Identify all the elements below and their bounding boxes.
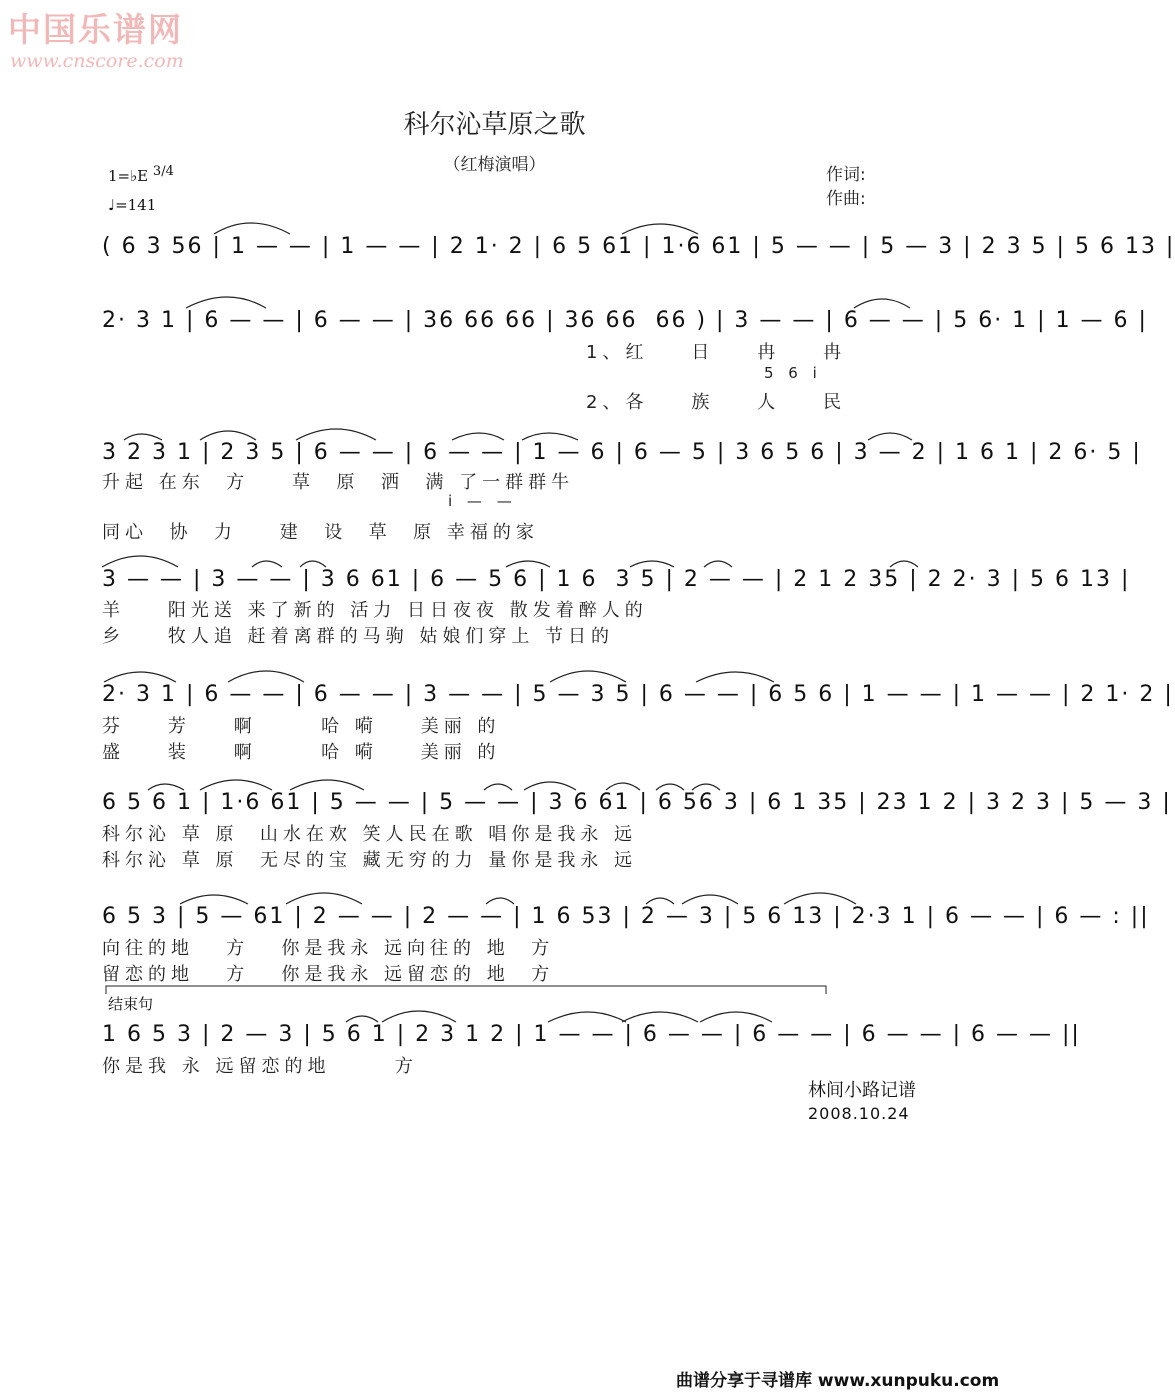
watermark-brand: 中国乐谱网 <box>8 10 183 49</box>
lyrics-verse1-line-8: 你是我 永 远留恋的地 方 <box>102 1056 418 1077</box>
watermark-url: www.cnscore.com <box>10 50 184 72</box>
score-line-5 <box>0 660 1174 716</box>
score-line-3 <box>0 418 1142 474</box>
notation-line-3: 3 2 3 1 | 2 3 5 | 6 — — | 6 — — | 1 — 6 | 6 — 5 | 3 6 5 6 | 3 — 2 | 1 6 1 | 2 6· 5 | <box>102 440 1142 465</box>
lyrics-verse2-line-4: 乡 牧人追 赶着离群的马驹 姑娘们穿上 节日的 <box>102 626 615 647</box>
composer-label: 作曲: <box>826 189 866 209</box>
song-title: 科尔沁草原之歌 <box>403 110 586 140</box>
score-line-2 <box>0 286 1148 342</box>
key-label: 1=♭E <box>108 167 149 185</box>
lyrics-verse2-line-5: 盛 装 啊 哈 嗬 美丽 的 <box>102 742 501 763</box>
notation-line-7: 6 5 3 | 5 — 61 | 2 — — | 2 — — | 1 6 53 | 2 — 3 | 5 6 13 | 2·3 1 | 6 — — | 6 — : || <box>102 904 1150 929</box>
notation-line-8: 1 6 5 3 | 2 — 3 | 5 6 1 | 2 3 1 2 | 1 — — | 6 — — | 6 — — | 6 — — | 6 — — || <box>102 1022 1081 1047</box>
notation-line-6: 6 5 6 1 | 1·6 61 | 5 — — | 5 — — | 3 6 61 | 6 56 3 | 6 1 35 | 23 1 2 | 3 2 3 | 5 — 3 | <box>102 790 1172 815</box>
lyrics-verse1-line-3: 升起 在东 方 草 原 洒 满 了一群群牛 <box>102 472 575 493</box>
key-signature <box>108 164 174 185</box>
footer-credit[interactable]: 曲谱分享于寻谱库 www.xunpuku.com <box>676 1371 1000 1391</box>
score-line-8 <box>0 1000 1081 1056</box>
score-line-4 <box>0 545 1131 601</box>
time-signature: 3/4 <box>152 164 174 179</box>
lyrics-verse2-line-7: 留恋的地 方 你是我永 远留恋的 地 方 <box>102 964 555 985</box>
score-line-7 <box>0 882 1150 938</box>
notation-line-4: 3 — — | 3 — — | 3 6 61 | 6 — 5 6 | 1 6 3 5 | 2 — — | 2 1 2 35 | 2 2· 3 | 5 6 13 | <box>102 567 1131 592</box>
lyrics-verse2-line-3: 同心 协 力 建 设 草 原 幸福的家 <box>102 522 539 543</box>
transcriber: 林间小路记谱 <box>808 1080 916 1101</box>
song-subtitle: （红梅演唱） <box>443 155 546 175</box>
score-line-1 <box>0 212 1175 268</box>
lyrics-verse1-line-2: 1、红 日 冉 冉 <box>586 342 847 363</box>
lyrics-verse1-line-5: 芬 芳 啊 哈 嗬 美丽 的 <box>102 716 501 737</box>
transcription-date: 2008.10.24 <box>808 1104 910 1123</box>
notation-line-2: 2· 3 1 | 6 — — | 6 — — | 36 66 66 | 36 66 66 ) | 3 — — | 6 — — | 5 6· 1 | 1 — 6 | <box>102 308 1148 333</box>
tempo-marking: ♩=141 <box>108 196 157 214</box>
lyricist-label: 作词: <box>826 165 866 185</box>
lyrics-verse1-line-7: 向往的地 方 你是我永 远向往的 地 方 <box>102 938 555 959</box>
score-line-6 <box>0 768 1172 824</box>
lyrics-verse1-line-6: 科尔沁 草 原 山水在欢 笑人民在歌 唱你是我永 远 <box>102 824 638 845</box>
notation-line-1: ( 6 3 56 | 1 — — | 1 — — | 2 1· 2 | 6 5 61 | 1·6 61 | 5 — — | 5 — 3 | 2 3 5 | 5 6 13 | <box>102 234 1175 259</box>
lyrics-verse2-line-2: 2、各 族 人 民 <box>586 392 847 413</box>
lyrics-verse1-line-4: 羊 阳光送 来了新的 活力 日日夜夜 散发着醉人的 <box>102 600 648 621</box>
notation-line-5: 2· 3 1 | 6 — — | 6 — — | 3 — — | 5 — 3 5 | 6 — — | 6 5 6 | 1 — — | 1 — — | 2 1· 2 | <box>102 682 1174 707</box>
lyrics-verse2-line-6: 科尔沁 草 原 无尽的宝 藏无穷的力 量你是我永 远 <box>102 850 638 871</box>
variant-notes-line-3: i — — <box>448 492 517 510</box>
variant-notes-line-2: 5 6 i <box>764 364 822 382</box>
ending-label: 结束句 <box>108 995 154 1013</box>
